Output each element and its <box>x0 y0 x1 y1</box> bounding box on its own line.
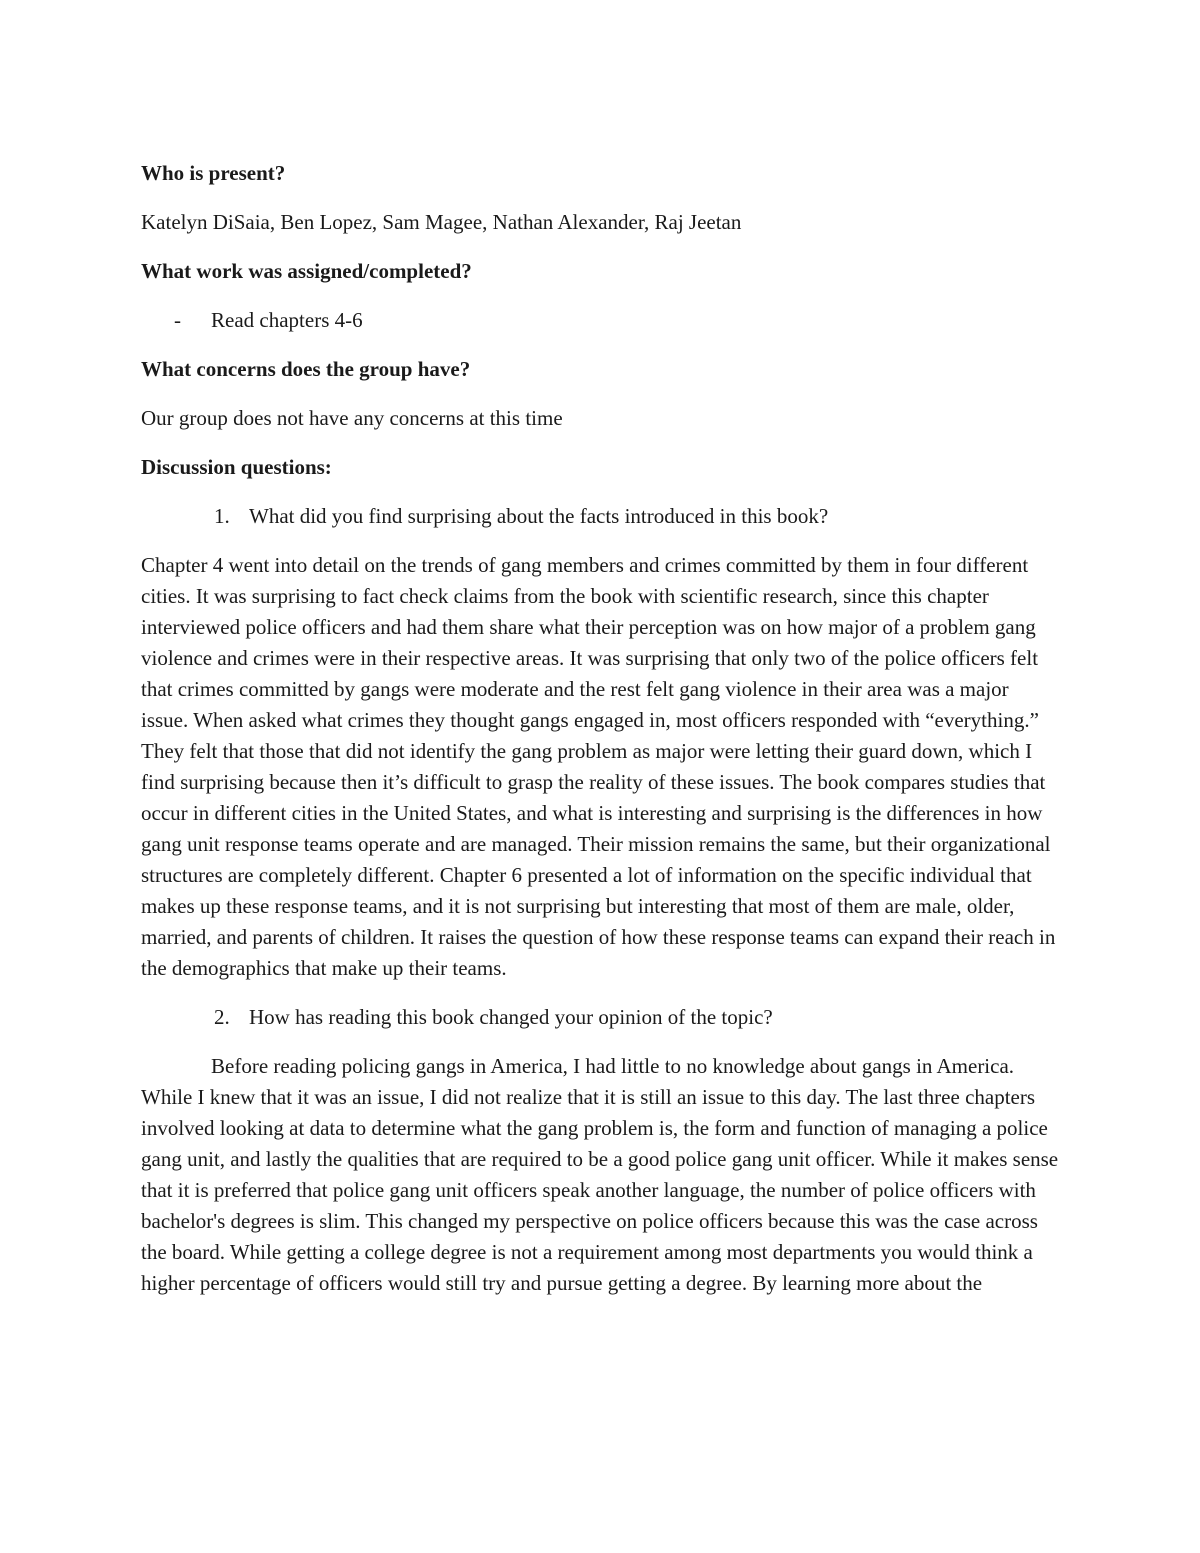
dash-bullet: - <box>174 308 181 332</box>
concerns-text: Our group does not have any concerns at this time <box>141 406 563 430</box>
list-item <box>141 305 1060 336</box>
question-1 <box>141 501 1060 532</box>
concerns-heading: What concerns does the group have? <box>141 357 471 381</box>
answer-2: Before reading policing gangs in America, I had little to no knowledge about gangs in America. While I knew that it was an issue, I did not realize that it is still an issue to this day. The last three chapters involved looking at data to determine what the gang problem is, the form and function of managing a police gang unit, and lastly the qualities that are required to be a good police gang unit officer. While it makes sense that it is preferred that police gang unit officers speak another language, the number of police officers with bachelor's degrees is slim. This changed my perspective on police officers because this was the case across the board. While getting a college degree is not a requirement among most departments you would think a higher percentage of officers would still try and pursue getting a degree. By learning more about the <box>141 1054 1059 1295</box>
work-list <box>141 305 1060 336</box>
question-number: 2. <box>214 1005 230 1029</box>
discussion-heading: Discussion questions: <box>141 455 332 479</box>
question-2 <box>141 1002 1060 1033</box>
present-names: Katelyn DiSaia, Ben Lopez, Sam Magee, Nathan Alexander, Raj Jeetan <box>141 210 742 234</box>
list-item-text: Read chapters 4-6 <box>211 308 363 332</box>
question-text: What did you find surprising about the facts introduced in this book? <box>249 504 829 528</box>
question-text: How has reading this book changed your opinion of the topic? <box>249 1005 773 1029</box>
answer-1: Chapter 4 went into detail on the trends of gang members and crimes committed by them in four different cities. It was surprising to fact check claims from the book with scientific research, since this chapter interviewed police officers and had them share what their perception was on how major of a problem gang violence and crimes were in their respective areas. It was surprising that only two of the police officers felt that crimes committed by gangs were moderate and the rest felt gang violence in their area was a major issue. When asked what crimes they thought gangs engaged in, most officers responded with “everything.” They felt that those that did not identify the gang problem as major were letting their guard down, which I find surprising because then it’s difficult to grasp the reality of these issues. The book compares studies that occur in different cities in the United States, and what is interesting and surprising is the differences in how gang unit response teams operate and are managed. Their mission remains the same, but their organizational structures are completely different. Chapter 6 presented a lot of information on the specific individual that makes up these response teams, and it is not surprising but interesting that most of them are male, older, married, and parents of children. It raises the question of how these response teams can expand their reach in the demographics that make up their teams. <box>141 553 1056 980</box>
work-heading: What work was assigned/completed? <box>141 259 472 283</box>
present-heading: Who is present? <box>141 161 286 185</box>
question-number: 1. <box>214 504 230 528</box>
